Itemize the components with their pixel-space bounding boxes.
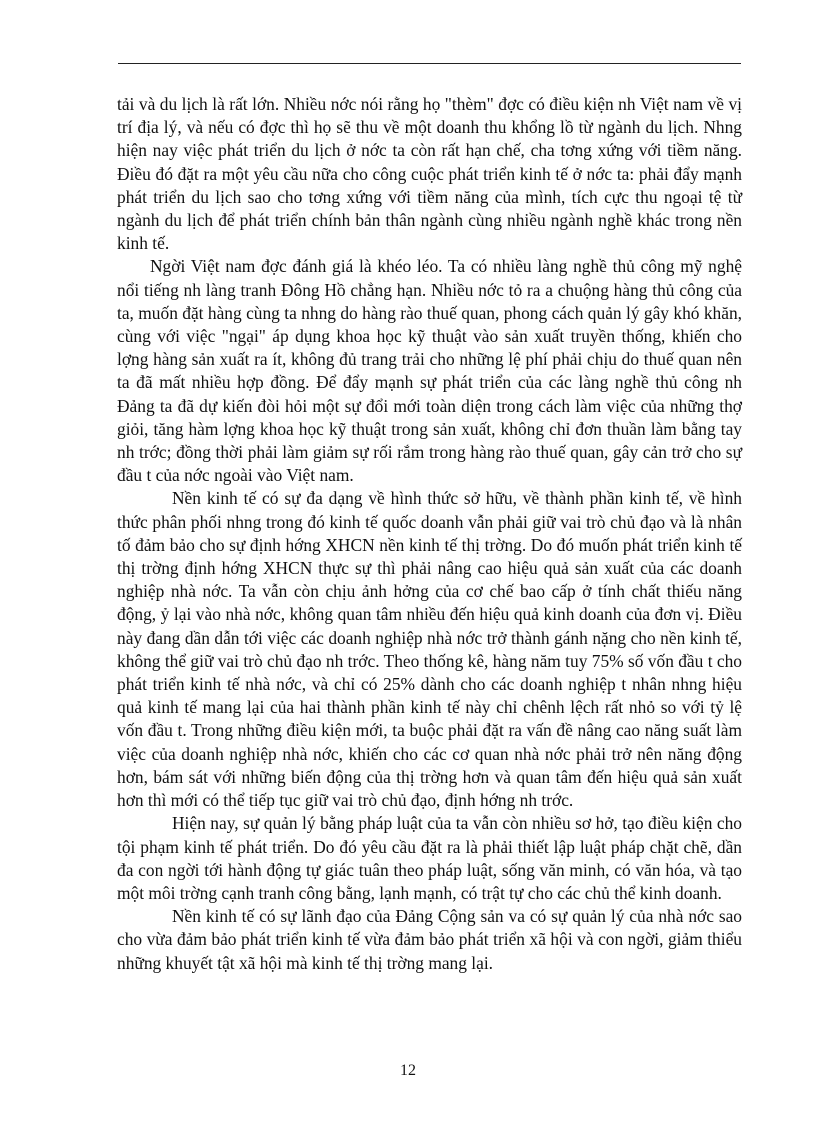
paragraph-party-leadership: Nền kinh tế có sự lãnh đạo của Đảng Cộng sản va có sự quản lý của nhà nớc sao cho vừa đảm bảo phát triển kinh tế vừa đảm bảo phát triển xã hội và con ngời, giảm thiểu những khuyết tật xã hội mà kinh tế thị trờng mang lại. bbox=[117, 906, 742, 973]
body-text bbox=[117, 93, 742, 975]
paragraph-handicrafts: Ngời Việt nam đợc đánh giá là khéo léo. Ta có nhiều làng nghề thủ công mỹ nghệ nổi tiếng nh làng tranh Đông Hồ chẳng hạn. Nhiều nớc tỏ ra a chuộng hàng thủ công của ta, muốn đặt hàng cùng ta nhng do hàng rào thuế quan, phong cách quản lý gây khó khăn, cùng với việc "ngại" áp dụng khoa học kỹ thuật vào sản xuất truyền thống, khiến cho lợng hàng sản xuất ra ít, không đủ trang trải cho những lệ phí phải chịu do thuế quan nên ta đã mất nhiều hợp đồng. Để đẩy mạnh sự phát triển của các làng nghề thủ công nh Đảng ta đã dự kiến đòi hỏi một sự đổi mới toàn diện trong cách làm việc của những thợ giỏi, tăng hàm lợng khoa học kỹ thuật trong sản xuất, không chỉ đơn thuần làm bằng tay nh trớc; đồng thời phải làm giảm sự rối rắm trong hàng rào thuế quan, gây cản trở cho sự đầu t của nớc ngoài vào Việt nam. bbox=[117, 256, 742, 486]
page-number: 12 bbox=[400, 1062, 416, 1079]
paragraph-state-enterprises: Nền kinh tế có sự đa dạng về hình thức sở hữu, về thành phần kinh tế, về hình thức phân phối nhng trong đó kinh tế quốc doanh vẫn phải giữ vai trò chủ đạo và là nhân tố đảm bảo cho sự định hớng XHCN nền kinh tế thị trờng. Do đó muốn phát triển kinh tế thị trờng định hớng XHCN thực sự thì phải nâng cao hiệu quả sản xuất của các doanh nghiệp nhà nớc. Ta vẫn còn chịu ảnh hởng của cơ chế bao cấp ở tính chất thiếu năng động, ỷ lại vào nhà nớc, không quan tâm nhiều đến hiệu quả kinh doanh của đơn vị. Điều này đang dần dẫn tới việc các doanh nghiệp nhà nớc trở thành gánh nặng cho nền kinh tế, không thể giữ vai trò chủ đạo nh trớc. Theo thống kê, hàng năm tuy 75% số vốn đầu t cho phát triển kinh tế nhà nớc, và chỉ có 25% dành cho các doanh nghiệp t nhân nhng hiệu quả kinh tế mang lại của hai thành phần kinh tế này chỉ chênh lệch rất nhỏ so với tỷ lệ vốn đầu t. Trong những điều kiện mới, ta buộc phải đặt ra vấn đề nâng cao năng suất làm việc của doanh nghiệp nhà nớc, khiến cho các cơ quan nhà nớc phải trở nên năng động hơn, bám sát với những biến động của thị trờng hơn và quan tâm đến hiệu quả sản xuất hơn thì mới có thể tiếp tục giữ vai trò chủ đạo, định hớng nh trớc. bbox=[117, 488, 742, 811]
paragraph-tourism: tải và du lịch là rất lớn. Nhiều nớc nói rằng họ "thèm" đợc có điều kiện nh Việt nam về vị trí địa lý, và nếu có đợc thì họ sẽ thu về một doanh thu khổng lồ từ ngành du lịch. Nhng hiện nay việc phát triển du lịch ở nớc ta còn rất hạn chế, cha tơng xứng với tiềm năng. Điều đó đặt ra một yêu cầu nữa cho công cuộc phát triển kinh tế ở nớc ta: phải đẩy mạnh phát triển du lịch sao cho tơng xứng với tiềm năng của mình, tích cực thu ngoại tệ từ ngành du lịch để phát triển chính bản thân ngành cùng nhiều ngành nghề khác trong nền kinh tế. bbox=[117, 94, 742, 254]
paragraph-legal-management: Hiện nay, sự quản lý bằng pháp luật của ta vẫn còn nhiều sơ hở, tạo điều kiện cho tội phạm kinh tế phát triển. Do đó yêu cầu đặt ra là phải thiết lập luật pháp chặt chẽ, dần đa con ngời tới hành động tự giác tuân theo pháp luật, sống văn minh, có văn hóa, và tạo một môi trờng cạnh tranh công bằng, lạnh mạnh, có trật tự cho các chủ thể kinh doanh. bbox=[117, 813, 742, 903]
header-rule bbox=[118, 63, 741, 64]
